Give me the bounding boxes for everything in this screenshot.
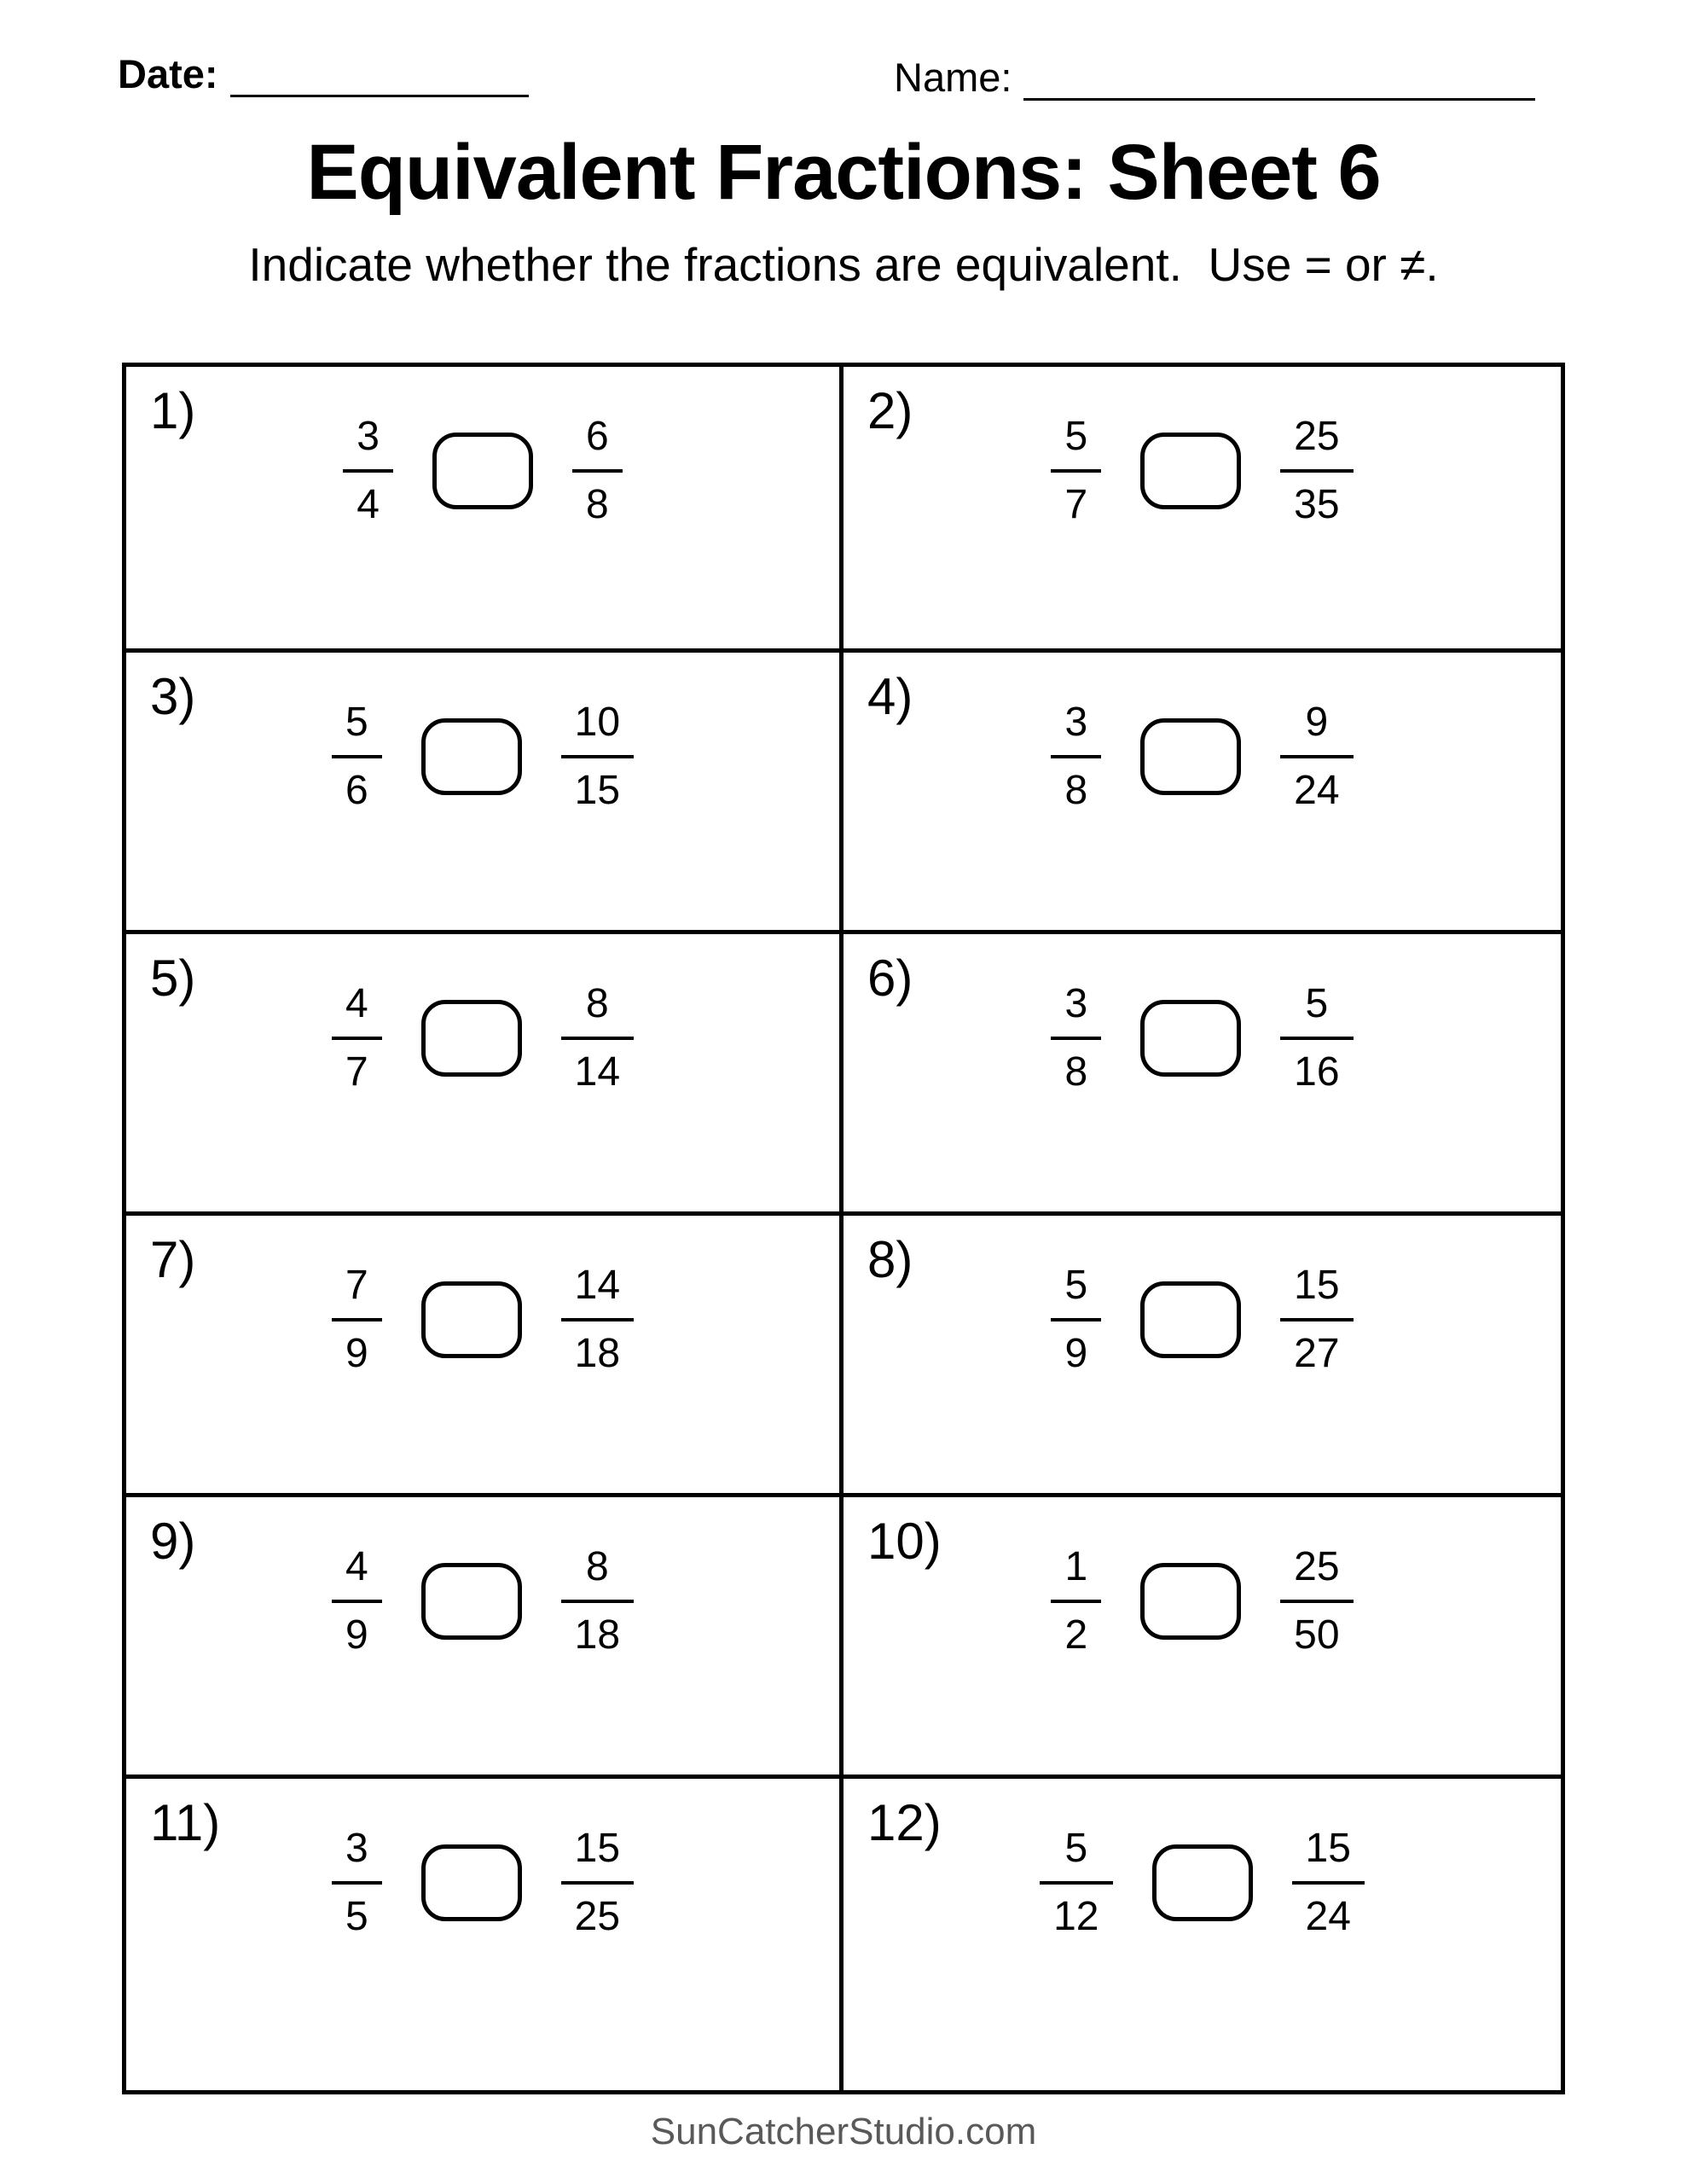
problem-number: 10) <box>867 1513 942 1570</box>
fraction-right-numerator: 25 <box>1294 414 1340 459</box>
fraction-left-numerator: 3 <box>1064 700 1088 745</box>
name-blank-line[interactable] <box>1023 56 1535 101</box>
problem-number: 1) <box>150 382 196 439</box>
fraction-right-denominator: 15 <box>561 755 634 811</box>
problem-cell-1 <box>126 367 844 648</box>
fraction-left-denominator: 12 <box>1040 1881 1112 1937</box>
date-blank-line[interactable] <box>230 53 529 97</box>
answer-box[interactable] <box>421 1844 522 1921</box>
problem-content <box>844 1779 1561 1937</box>
fraction-right-denominator: 18 <box>561 1600 634 1656</box>
problem-cell-4 <box>844 648 1561 930</box>
fraction-left-denominator: 5 <box>332 1881 382 1937</box>
problem-content <box>126 367 839 526</box>
problem-cell-5 <box>126 930 844 1211</box>
problem-content <box>844 367 1561 526</box>
answer-box[interactable] <box>421 1281 522 1358</box>
fraction-left-numerator: 4 <box>345 1544 368 1589</box>
problem-content <box>844 934 1561 1093</box>
fraction-left <box>1051 416 1101 526</box>
problem-cell-7 <box>126 1211 844 1493</box>
fraction-right-denominator: 24 <box>1280 755 1353 811</box>
problem-number: 8) <box>867 1231 913 1288</box>
fraction-left <box>332 702 382 811</box>
fraction-left-denominator: 2 <box>1051 1600 1101 1656</box>
problem-cell-11 <box>126 1774 844 2090</box>
fraction-left-numerator: 4 <box>345 981 368 1026</box>
fraction-left-numerator: 5 <box>1064 414 1088 459</box>
fraction-left-denominator: 8 <box>1051 755 1101 811</box>
date-label: Date: <box>118 51 218 96</box>
problem-cell-12 <box>844 1774 1561 2090</box>
fraction-left-denominator: 8 <box>1051 1037 1101 1093</box>
problem-number: 5) <box>150 950 196 1007</box>
fraction-left <box>1051 702 1101 811</box>
fraction-right <box>1280 1265 1353 1374</box>
fraction-right-denominator: 14 <box>561 1037 634 1093</box>
problem-content <box>844 653 1561 811</box>
fraction-right-denominator: 8 <box>572 469 623 526</box>
answer-box[interactable] <box>421 1563 522 1640</box>
footer-attribution: SunCatcherStudio.com <box>650 2111 1037 2152</box>
problem-cell-2 <box>844 367 1561 648</box>
fraction-left-numerator: 3 <box>357 414 380 459</box>
fraction-right <box>561 1265 634 1374</box>
fraction-right-denominator: 35 <box>1280 469 1353 526</box>
fraction-right <box>561 702 634 811</box>
problem-number: 6) <box>867 950 913 1007</box>
fraction-left <box>1051 1265 1101 1374</box>
answer-box[interactable] <box>1140 718 1241 795</box>
fraction-left-denominator: 9 <box>332 1600 382 1656</box>
fraction-right-numerator: 15 <box>574 1826 621 1871</box>
problem-content <box>126 1779 839 1937</box>
instructions-text: Indicate whether the fractions are equivalent. Use = or ≠. <box>248 238 1439 291</box>
answer-box[interactable] <box>1140 1563 1241 1640</box>
fraction-right-denominator: 24 <box>1292 1881 1365 1937</box>
fraction-left <box>1040 1828 1112 1937</box>
fraction-right-numerator: 9 <box>1305 700 1329 745</box>
problem-number: 11) <box>150 1794 221 1851</box>
fraction-right-numerator: 6 <box>586 414 609 459</box>
fraction-left <box>332 981 382 1095</box>
fraction-left-numerator: 3 <box>1064 981 1088 1026</box>
problem-content <box>126 1216 839 1374</box>
fraction-right <box>572 416 623 526</box>
problem-content <box>844 1497 1561 1656</box>
fraction-left <box>1051 1544 1101 1658</box>
problem-cell-3 <box>126 648 844 930</box>
problem-number: 3) <box>150 668 196 725</box>
problem-number: 9) <box>150 1513 196 1570</box>
fraction-right <box>561 981 634 1095</box>
answer-box[interactable] <box>1140 433 1241 509</box>
fraction-right <box>1280 702 1353 811</box>
fraction-right-numerator: 5 <box>1305 981 1329 1026</box>
answer-box[interactable] <box>432 433 533 509</box>
answer-box[interactable] <box>1140 1000 1241 1077</box>
answer-box[interactable] <box>1140 1281 1241 1358</box>
problem-number: 4) <box>867 668 913 725</box>
fraction-right-denominator: 18 <box>561 1318 634 1374</box>
fraction-right-numerator: 15 <box>1305 1826 1351 1871</box>
fraction-left-numerator: 3 <box>345 1826 368 1871</box>
problem-content <box>126 1497 839 1656</box>
problem-cell-10 <box>844 1493 1561 1774</box>
answer-box[interactable] <box>1152 1844 1253 1921</box>
fraction-right-numerator: 8 <box>586 1544 609 1589</box>
fraction-left-numerator: 5 <box>1064 1263 1088 1308</box>
fraction-left <box>343 416 393 526</box>
fraction-left-denominator: 7 <box>332 1037 382 1093</box>
date-field <box>118 53 529 97</box>
fraction-right <box>1280 981 1353 1095</box>
fraction-right-numerator: 14 <box>574 1263 621 1308</box>
fraction-right-numerator: 10 <box>574 700 621 745</box>
fraction-right-numerator: 15 <box>1294 1263 1340 1308</box>
problem-content <box>844 1216 1561 1374</box>
fraction-left-denominator: 4 <box>343 469 393 526</box>
fraction-left-denominator: 9 <box>1051 1318 1101 1374</box>
fraction-right-denominator: 27 <box>1280 1318 1353 1374</box>
problem-content <box>126 653 839 811</box>
fraction-right-numerator: 25 <box>1294 1544 1340 1589</box>
fraction-left-numerator: 5 <box>345 700 368 745</box>
fraction-right-denominator: 16 <box>1280 1037 1353 1093</box>
fraction-right <box>1292 1828 1365 1937</box>
answer-box[interactable] <box>421 1000 522 1077</box>
problems-grid <box>122 363 1565 2094</box>
fraction-right-numerator: 8 <box>586 981 609 1026</box>
problem-number: 2) <box>867 382 913 439</box>
fraction-left-numerator: 1 <box>1064 1544 1088 1589</box>
answer-box[interactable] <box>421 718 522 795</box>
fraction-left <box>332 1828 382 1937</box>
problem-number: 12) <box>867 1794 942 1851</box>
fraction-left-denominator: 9 <box>332 1318 382 1374</box>
fraction-left-denominator: 7 <box>1051 469 1101 526</box>
problem-cell-8 <box>844 1211 1561 1493</box>
page-title: Equivalent Fractions: Sheet 6 <box>306 129 1381 216</box>
problem-content <box>126 934 839 1093</box>
fraction-right <box>1280 416 1353 526</box>
fraction-right-denominator: 50 <box>1280 1600 1353 1656</box>
fraction-right <box>1280 1544 1353 1658</box>
problem-number: 7) <box>150 1231 196 1288</box>
fraction-left-numerator: 5 <box>1064 1826 1088 1871</box>
fraction-right <box>561 1828 634 1937</box>
problem-cell-9 <box>126 1493 844 1774</box>
fraction-right-denominator: 25 <box>561 1881 634 1937</box>
name-label: Name: <box>894 55 1012 100</box>
fraction-left <box>1051 981 1101 1095</box>
fraction-left <box>332 1265 382 1374</box>
fraction-right <box>561 1544 634 1658</box>
fraction-left-denominator: 6 <box>332 755 382 811</box>
fraction-left <box>332 1544 382 1658</box>
fraction-left-numerator: 7 <box>345 1263 368 1308</box>
problem-cell-6 <box>844 930 1561 1211</box>
name-field <box>894 56 1535 101</box>
